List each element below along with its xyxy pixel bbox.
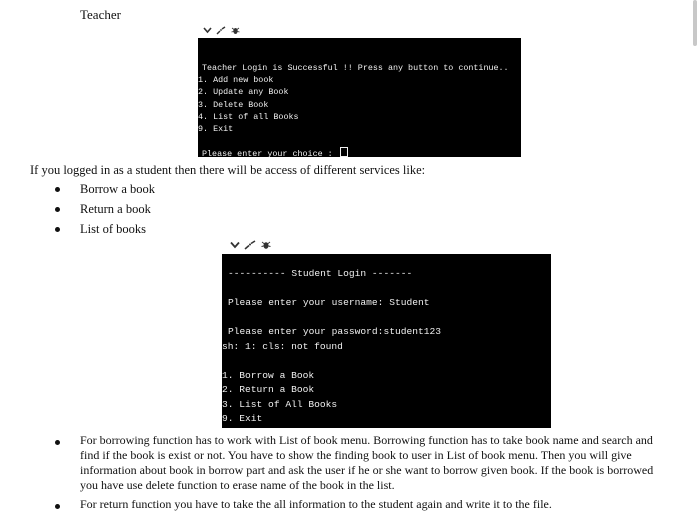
bullet-icon	[55, 440, 60, 445]
intro-text: If you logged in as a student then there will be access of different services like:	[30, 163, 426, 177]
console-line: Please enter your password:student123	[228, 326, 442, 337]
console-line: 3. Delete Book	[198, 99, 269, 110]
note-line: you have use delete function to erase name of the book in the list.	[80, 478, 395, 492]
console-line: 9. Exit	[222, 413, 263, 424]
section-heading: Teacher	[80, 7, 121, 22]
bug-icon[interactable]	[231, 26, 240, 35]
teacher-console-toolbar	[203, 26, 240, 35]
service-item: List of books	[80, 222, 146, 236]
console-prompt: Please enter your choice :	[202, 149, 338, 160]
console-line: 2. Return a Book	[222, 384, 315, 395]
note-paragraph	[80, 433, 685, 493]
console-line: 1. Add new book	[198, 75, 274, 86]
bullet-icon	[55, 504, 60, 509]
student-console-toolbar	[230, 240, 271, 250]
console-line: Teacher Login is Successful !! Press any button to continue..	[202, 63, 509, 73]
service-item: Borrow a book	[80, 182, 155, 196]
text-cursor	[340, 147, 348, 157]
bullet-icon	[55, 187, 60, 192]
console-line: sh: 1: cls: not found	[222, 340, 343, 352]
chevron-down-icon[interactable]	[230, 241, 240, 249]
pen-icon[interactable]	[244, 240, 257, 250]
note-line: For borrowing function has to work with List of book menu. Borrowing function has to take book name and search and	[80, 433, 653, 447]
note-line: find if the book is exist or not. You have to show the finding book to user in List of book menu. Then you will give	[80, 448, 632, 462]
service-item: Return a book	[80, 202, 151, 216]
bullet-icon	[55, 227, 60, 232]
student-console-output	[222, 254, 551, 428]
console-line: ---------- Student Login -------	[228, 268, 413, 279]
note-line: information about book in borrow part and ask the user if he or she want to borrow given book. If the book is borrowed	[80, 463, 654, 477]
note-line: For return function you have to take the all information to the student again and write it to the file.	[80, 497, 552, 511]
chevron-down-icon[interactable]	[203, 27, 212, 34]
console-line: 4. List of all Books	[198, 111, 299, 122]
note-paragraph	[80, 497, 685, 512]
bug-icon[interactable]	[261, 240, 271, 250]
console-line: 1. Borrow a Book	[222, 369, 315, 381]
console-line: Please enter your username: Student	[228, 297, 430, 308]
console-line: 3. List of All Books	[222, 398, 338, 410]
pen-icon[interactable]	[216, 26, 227, 35]
console-line: 9. Exit	[198, 124, 234, 135]
console-line: 2. Update any Book	[198, 87, 289, 98]
teacher-console-output	[198, 38, 521, 160]
bullet-icon	[55, 207, 60, 212]
scrollbar[interactable]	[693, 0, 697, 46]
